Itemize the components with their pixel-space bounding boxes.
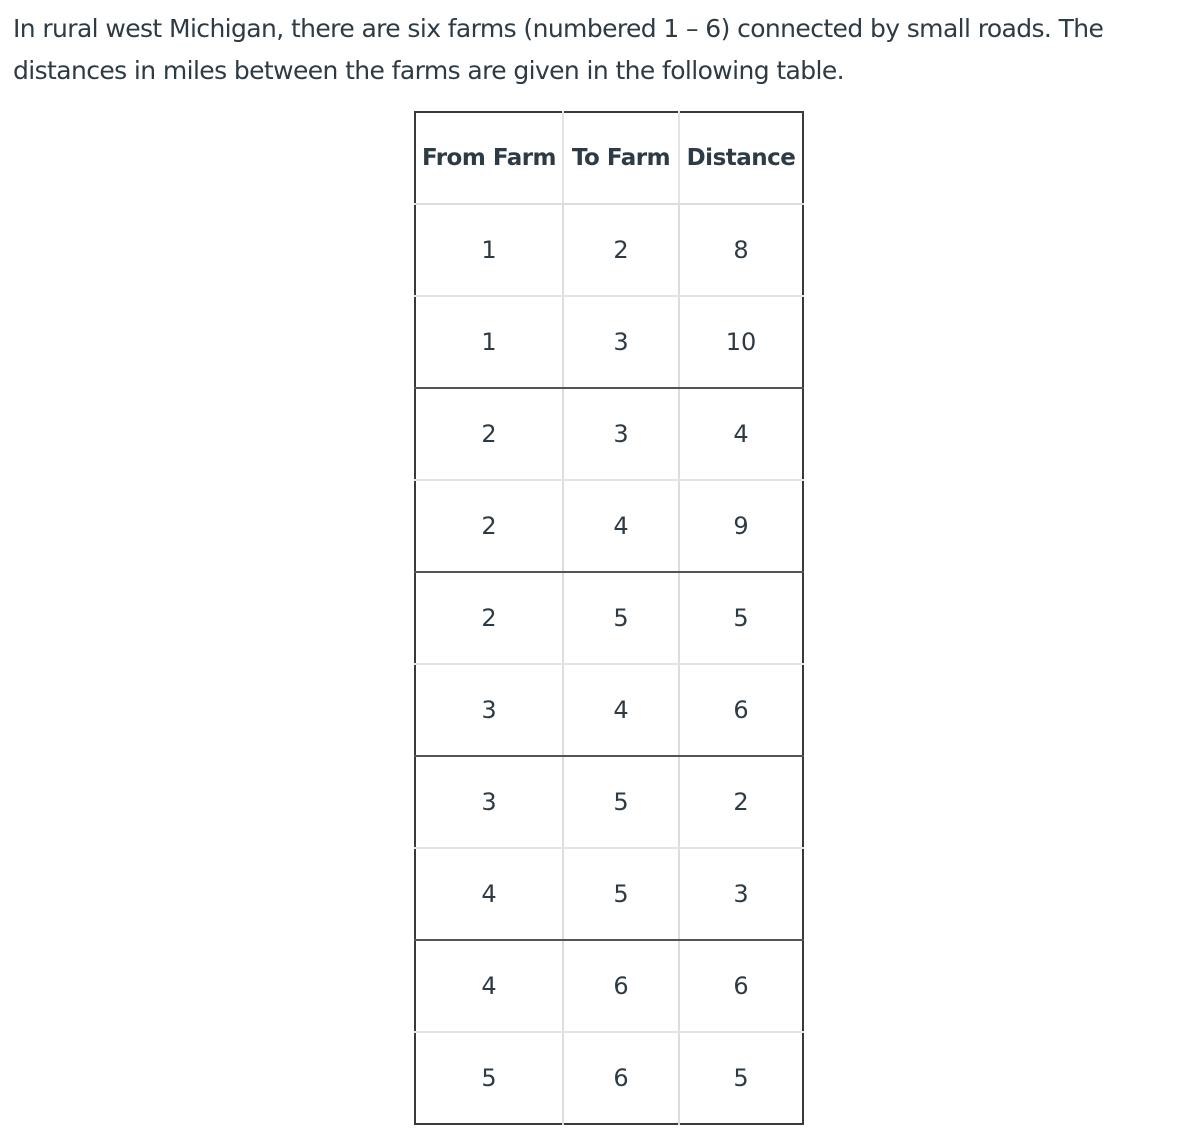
table-row bbox=[415, 204, 803, 296]
problem-statement: In rural west Michigan, there are six farms (numbered 1 – 6) connected by small roads. The distances in miles between the farms are given in the following table. bbox=[13, 14, 1104, 85]
table-row bbox=[415, 848, 803, 940]
to-farm-cell: 6 bbox=[563, 1032, 679, 1124]
table-header-row bbox=[415, 112, 803, 204]
distance-cell: 8 bbox=[679, 204, 803, 296]
to-farm-cell: 5 bbox=[563, 848, 679, 940]
to-farm-cell: 6 bbox=[563, 940, 679, 1032]
from-farm-cell: 5 bbox=[415, 1032, 563, 1124]
from-farm-cell: 4 bbox=[415, 848, 563, 940]
column-header-distance: Distance bbox=[679, 112, 803, 204]
table-row bbox=[415, 1032, 803, 1124]
to-farm-cell: 2 bbox=[563, 204, 679, 296]
table-row bbox=[415, 480, 803, 572]
distance-cell: 6 bbox=[679, 664, 803, 756]
table-row bbox=[415, 940, 803, 1032]
to-farm-cell: 5 bbox=[563, 572, 679, 664]
table-row bbox=[415, 296, 803, 388]
to-farm-cell: 5 bbox=[563, 756, 679, 848]
from-farm-cell: 2 bbox=[415, 480, 563, 572]
distance-cell: 10 bbox=[679, 296, 803, 388]
to-farm-cell: 4 bbox=[563, 480, 679, 572]
table-row bbox=[415, 664, 803, 756]
distance-cell: 2 bbox=[679, 756, 803, 848]
to-farm-cell: 3 bbox=[563, 296, 679, 388]
table-row bbox=[415, 388, 803, 480]
from-farm-cell: 3 bbox=[415, 756, 563, 848]
column-header-to-farm: To Farm bbox=[563, 112, 679, 204]
from-farm-cell: 1 bbox=[415, 204, 563, 296]
farm-distance-table bbox=[414, 111, 804, 1125]
column-header-from-farm: From Farm bbox=[415, 112, 563, 204]
to-farm-cell: 4 bbox=[563, 664, 679, 756]
distance-cell: 5 bbox=[733, 1064, 749, 1092]
from-farm-cell: 3 bbox=[415, 664, 563, 756]
distance-cell: 9 bbox=[679, 480, 803, 572]
to-farm-cell: 3 bbox=[563, 388, 679, 480]
from-farm-cell: 1 bbox=[415, 296, 563, 388]
distance-cell: 4 bbox=[679, 388, 803, 480]
from-farm-cell: 2 bbox=[415, 388, 563, 480]
from-farm-cell: 4 bbox=[415, 940, 563, 1032]
from-farm-cell: 2 bbox=[415, 572, 563, 664]
distance-cell: 5 bbox=[679, 572, 803, 664]
distance-cell: 3 bbox=[679, 848, 803, 940]
distance-cell: 6 bbox=[679, 940, 803, 1032]
table-row bbox=[415, 756, 803, 848]
table-row bbox=[415, 572, 803, 664]
